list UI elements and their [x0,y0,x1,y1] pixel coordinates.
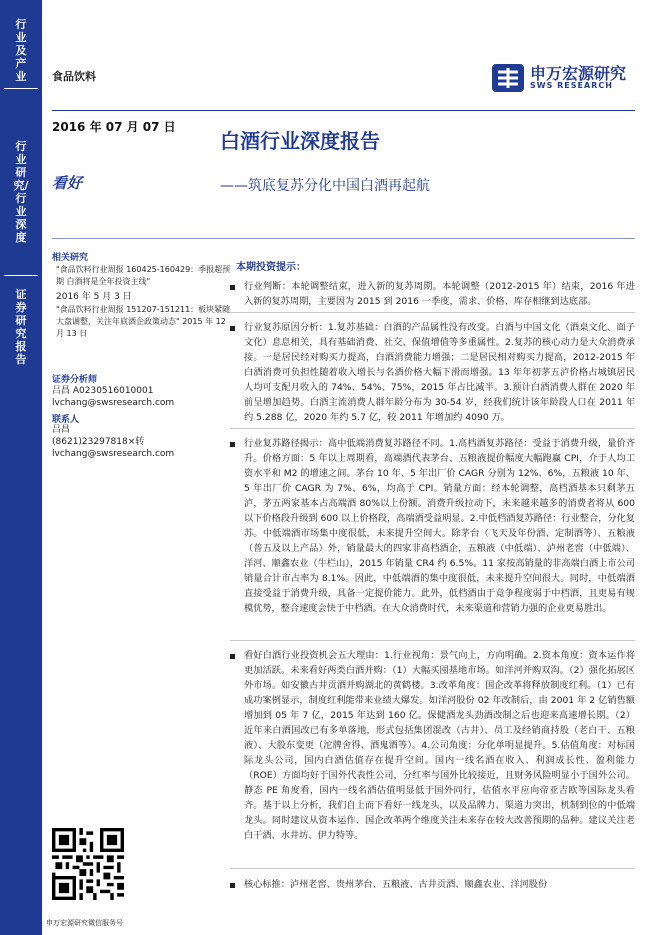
left-category-band [0,0,42,935]
related-research-date: 2016 年 5 月 3 日 [56,292,132,302]
logo-chinese-text: 申万宏源研究 [530,64,627,83]
report-title: 白酒行业深度报告 [220,129,380,153]
band-divider [4,88,38,89]
contact-phone: (8621)23297818×转 [52,437,145,447]
paragraph-five-reasons: 看好白酒行业投资机会五大理由：1.行业视角：景气向上，方向明确。2.资本角度：资本运作将更加活跃。未来看好两类白酒并购：（1）大幅买囤基地市场。如洋河并购双沟。（2）强化拓展区外市场。如安徽古井贡酒并购湖北的黄鹤楼。3.改革角度：国企改革将释放制度红利。（1）已有成功案例显示，制度红利能带来业绩大爆发。如洋河股份 02 年改制后，由 2001 年 2 亿销售额增加到 05 年 7 亿，2015 年达到 160 亿。保健酒龙头劲酒改制之后也迎来高速增长期。（2）近年来白酒国改已有多单落地，形式包括集团混改（古井）、员工及经销商持股（老白干、五粮液）、大股东变更（沱牌舍得、酒鬼酒等）。4.公司角度：分化单明显提升。5.估值角度：对标国际龙头公司，国内白酒估值存在提升空间。国内一线名酒在收入、利润成长性、盈利能力（ROE）方面均好于国外代表性公司，分红率与国外比较接近，且财务风险明显小于国外公司。静态 PE 角度看，国内一线名酒估值明显低于国外同行，估值水平应向帝亚吉欧等国际龙头看齐。基于以上分析，我们自上而下看好一线龙头，以及品牌力、渠道力突出，机制到位的中低端龙头。同时建议从资本运作、国企改革两个维度关注未来存在较大改善预期的品种。建议关注老白干酒、水井坊、伊力特等。 [244,650,635,841]
band-segment-securities [0,288,42,368]
paragraph-divider [230,428,635,429]
band-label-research: 行业研究/行业深度 [13,140,29,244]
paragraph-core-targets: 核心标推：泸州老窖、贵州茅台、五粮液、古井贡酒、顺鑫农业、洋河股份 [244,879,548,890]
report-date: 2016 年 07 月 07 日 [52,120,176,134]
header-rule [52,110,635,111]
band-divider [4,275,38,276]
contact-name: 吕昌 [52,425,71,435]
bullet-icon [230,654,235,659]
sws-logo [490,60,630,100]
sector-label: 食品饮料 [52,70,96,83]
contact-email[interactable]: lvchang@swsresearch.com [52,449,175,459]
paragraph-recovery-reasons: 行业复苏原因分析：1.复苏基础：白酒的产品属性没有改变。白酒与中国文化（酒桌文化、面子文化）息息相关，具有基础消费、社交、保值增值等多重属性。2.复苏的核心动力是大众消费承接。一是居民经对购买力提高，白酒消费能力增强；二是居民相对购买力提高，2012-2015 年白酒消费可负担性随着收入增长与名酒价格大幅下滑而增强。13 年年初茅五泸价格占城镇居民人均可支配月收入的 74%、54%、75%，2015 年占比减半。3.预计白酒消费人群在 2020 年前呈增加趋势。白酒主流消费人群年龄分布为 30-54 岁，经我们统计该年龄段人口在 2011 年约 5.288 亿，2020 年约 5.7 亿，较 2011 年增加约 4090 万。 [244,322,635,423]
band-segment-industry [0,18,42,83]
qr-caption: 申万宏源研究微信服务号 [46,919,123,927]
related-research-item[interactable]: "食品饮料行业周报 160425-160429：季报超预期 白酒将是全年投资主线" [56,265,231,286]
band-label-securities: 证券研究报告 [15,288,27,366]
related-research-item[interactable]: "食品饮料行业周报 151207-151211：板块紧随大盘调整，关注年底酒企政策动态" 2015 年 12 月 13 日 [56,305,231,338]
bullet-icon [230,326,235,331]
paragraph-divider [230,312,635,313]
report-subtitle: ——筑底复苏分化中国白酒再起航 [220,178,430,194]
sws-logo-icon [490,60,526,96]
rating-label: 看好 [52,174,83,192]
bullet-icon [230,285,235,290]
contact-heading: 联系人 [52,415,80,425]
bullet-icon [230,883,235,888]
analyst-email[interactable]: lvchang@swsresearch.com [52,398,175,408]
paragraph-industry-judgement: 行业判断：本轮调整结束，进入新的复苏周期。本轮调整（2012-2015 年）结束，2016 年进入新的复苏周期，主要因为 2015 到 2016 一季度，需求、价格、库存相继到达底部。 [244,281,635,307]
paragraph-divider [230,868,635,869]
title-rule [52,238,635,239]
investment-highlights-heading: 本期投资提示： [236,262,306,273]
bullet-icon [230,442,235,447]
band-label-industry: 行业及产业 [15,18,27,83]
analyst-name: 吕昌 A0230516010001 [52,386,154,396]
qr-code-icon [52,828,124,900]
logo-english-text: SWS RESEARCH [530,81,613,90]
paragraph-recovery-path: 行业复苏路径揭示：高中低端消费复苏路径不同。1.高档酒复苏路径：受益于消费升级，量价齐升。价格方面：5 年以上周期看，高端酒代表茅台、五粮液提价幅度大幅跑赢 CPI，介于人均工资水平和 M2 的增速之间。茅台 10 年、5 年出厂价 CAGR 分别为 12%、6%，五粮液 10 年、5 年出厂价 CAGR 为 7%、6%，均高于 CPI。销量方面：经本轮调整，高档酒基本只剩茅五泸，茅五两家基本占高端酒 80%以上份额。消费升级拉动下，未来越来越多的消费者将从 600 以下价格段升级到 600 以上价格段，高端酒受益明显。2.中低档酒复苏路径：行业整合，分化复苏。中低端酒市场集中度很低，未来提升空间大。除茅台（飞天及年份酒、定制酒等）、五粮液（普五及以上产品）外，销量最大的四家非高档酒企，五粮液（中低端）、泸州老窖（中低端）、洋河、顺鑫农业（牛栏山），2015 年销量 CR4 约 6.5%。11 家按高销量的非高端白酒上市公司销量合计市占率为 8.1%。因此，中低端酒的集中度很低，未来提升空间很大。同时，中低端酒直接受益于消费升级，具备一定提价能力。此外，低档酒由于竞争程度弱于中档酒，且更易有规模优势，整合速度会快于中档酒。在大众消费时代，未来渠道和营销力强的企业更易胜出。 [244,438,635,614]
analyst-heading: 证券分析师 [52,375,98,385]
paragraph-divider [230,640,635,641]
band-segment-research [0,140,42,250]
related-research-heading: 相关研究 [52,253,89,263]
